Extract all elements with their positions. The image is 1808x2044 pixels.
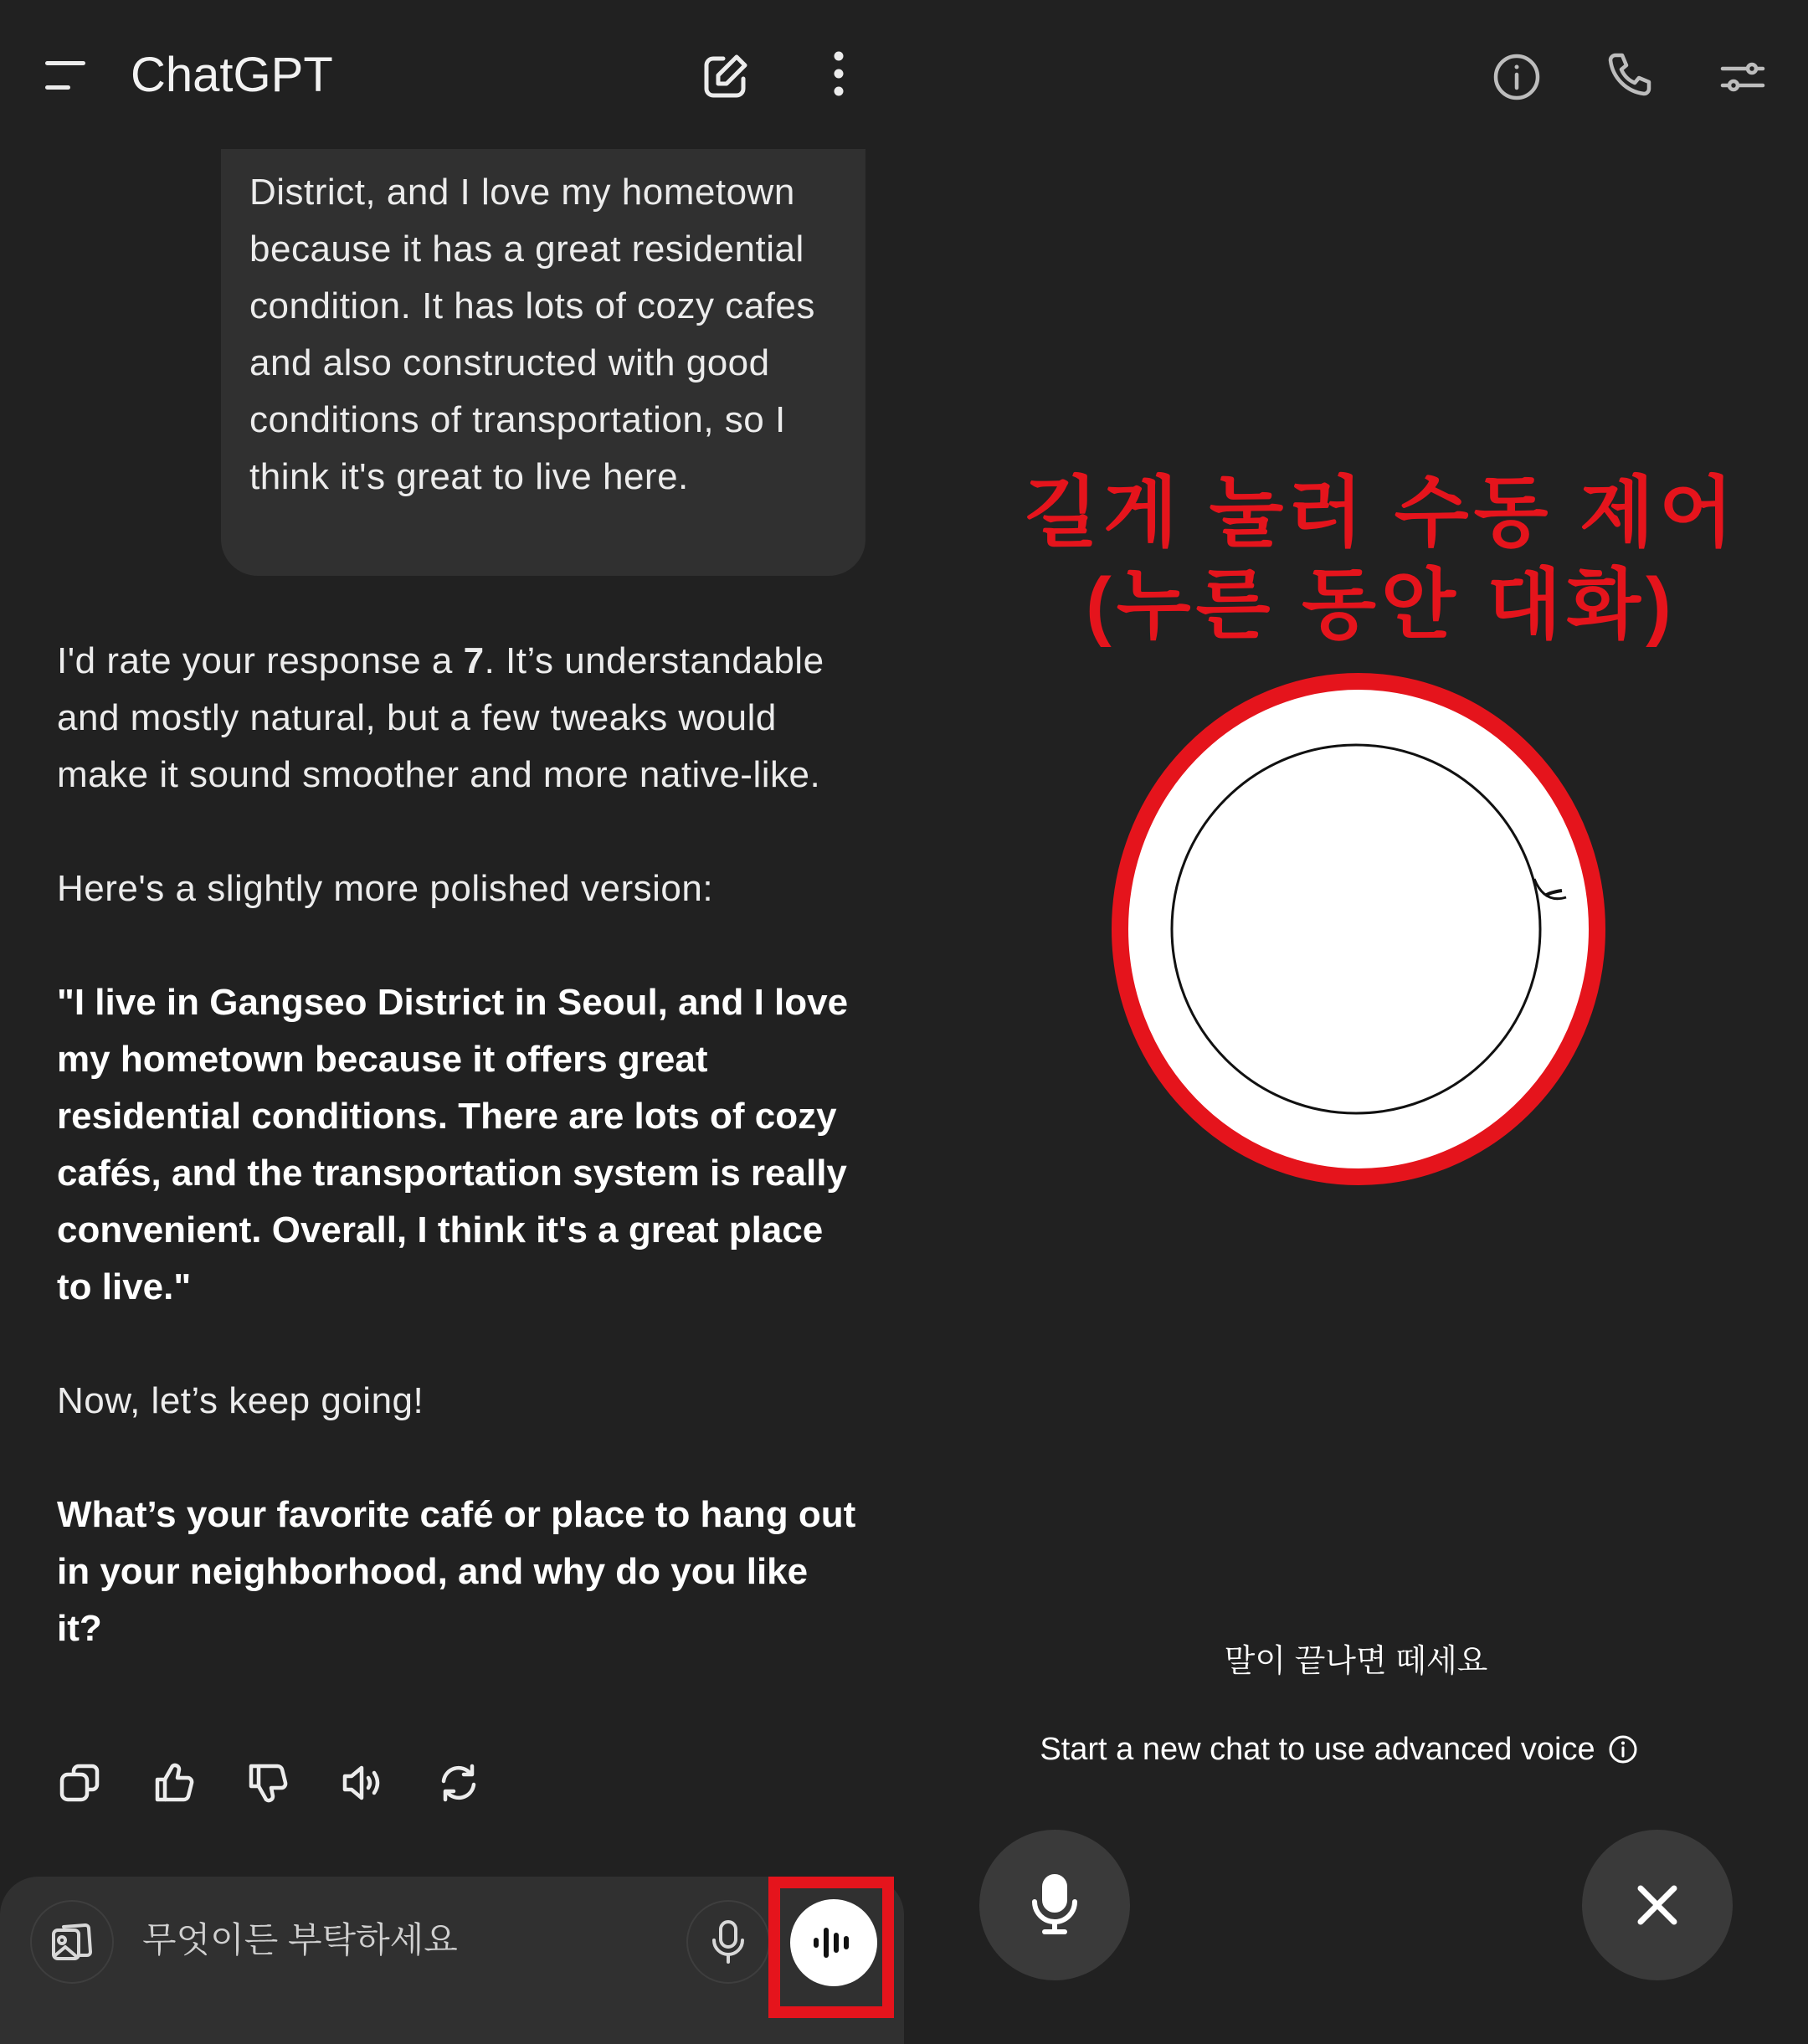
voice-orb[interactable]: [1112, 671, 1605, 1189]
microphone-icon: [710, 1918, 747, 1965]
rating-value: 7: [463, 640, 485, 681]
copy-icon: [55, 1758, 105, 1808]
annotation-text-line2: (누른 동안 대화): [1086, 562, 1677, 648]
voice-status-text: 말이 끝나면 떼세요: [1224, 1644, 1488, 1679]
regenerate-icon: [434, 1758, 484, 1808]
polished-intro: Here's a slightly more polished version:: [57, 868, 714, 909]
read-aloud-icon: [338, 1758, 388, 1808]
good-response-button[interactable]: [147, 1756, 201, 1810]
regenerate-button[interactable]: [432, 1756, 485, 1810]
continue-text: Now, let’s keep going!: [57, 1380, 424, 1421]
voice-waveform-icon: [809, 1924, 859, 1961]
thumbs-down-icon: [243, 1758, 293, 1808]
read-aloud-button[interactable]: [336, 1756, 390, 1810]
voice-info-button[interactable]: [1488, 49, 1545, 105]
more-vertical-icon: [830, 49, 847, 99]
follow-up-question: What’s your favorite café or place to hang out in your neighborhood, and why do you like it?: [57, 1494, 856, 1649]
rating-suffix: . It’s understandable and mostly natural, but a few tweaks would make it sound smoother and more native-like.: [57, 640, 824, 795]
copy-button[interactable]: [54, 1756, 107, 1810]
dictate-button[interactable]: [686, 1900, 770, 1984]
annotation-text-line1: 길게 눌러 수동 제어: [1024, 470, 1739, 556]
info-icon: [1492, 52, 1542, 102]
user-message-bubble: [221, 149, 865, 576]
new-chat-button[interactable]: [696, 49, 753, 105]
thumbs-up-icon: [149, 1758, 199, 1808]
voice-orb-graphic: [1112, 671, 1605, 1189]
bad-response-button[interactable]: [241, 1756, 295, 1810]
close-voice-button[interactable]: [1582, 1830, 1733, 1980]
advanced-voice-note: [971, 1724, 1708, 1774]
hamburger-menu-icon: [40, 56, 90, 95]
image-attach-icon: [49, 1918, 95, 1965]
message-input[interactable]: 무엇이든 부탁하세요: [142, 1920, 458, 1959]
close-icon: [1636, 1883, 1679, 1927]
info-icon[interactable]: [1607, 1733, 1639, 1765]
voice-call-button[interactable]: [1600, 47, 1657, 104]
voice-mic-button[interactable]: [979, 1830, 1130, 1980]
advanced-voice-note-text: Start a new chat to use advanced voice: [1040, 1732, 1595, 1767]
microphone-icon: [1030, 1873, 1080, 1937]
sliders-icon: [1718, 52, 1768, 102]
polished-quote: "I live in Gangseo District in Seoul, and I love my hometown because it offers great residential conditions. There are lots of cozy cafés, and the transportation system is really convenient. Overall, I think it's a great place to live.": [57, 982, 849, 1307]
app-title: ChatGPT: [131, 48, 333, 102]
user-message-text: District, and I love my hometown because it has a great residential condition. It has lots of cozy cafes and also constructed with good conditions of transportation, so I think it's great to live here.: [249, 172, 815, 497]
voice-settings-button[interactable]: [1714, 49, 1771, 105]
rating-paragraph: [57, 633, 860, 804]
phone-icon: [1604, 50, 1654, 100]
edit-compose-icon: [700, 52, 750, 102]
voice-mode-button[interactable]: [790, 1899, 877, 1986]
menu-button[interactable]: [37, 50, 94, 100]
rating-prefix: I'd rate your response a: [57, 640, 464, 681]
attach-button[interactable]: [30, 1900, 114, 1984]
more-options-button[interactable]: [812, 47, 865, 100]
assistant-message: [57, 633, 860, 1657]
